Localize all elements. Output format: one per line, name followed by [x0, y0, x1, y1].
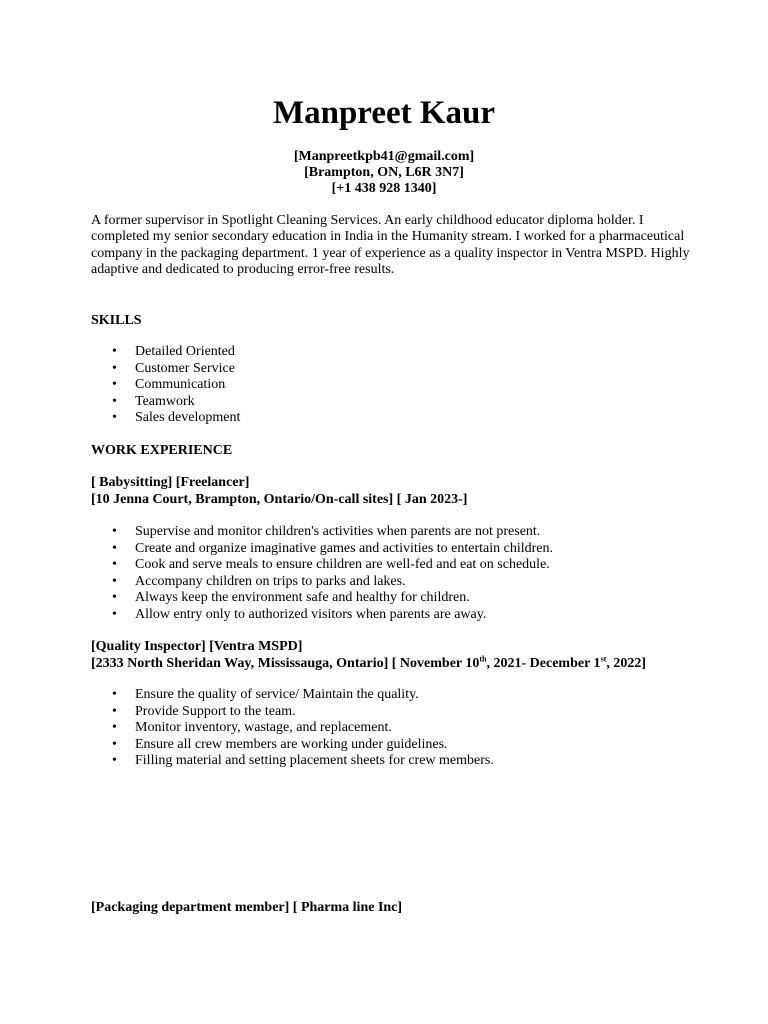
job-title: [Quality Inspector] [Ventra MSPD] [91, 639, 303, 654]
job-location: [2333 North Sheridan Way, Mississauga, Ontario] [ November 10th, 2021- December 1st, 2022] [91, 653, 647, 671]
resume-name: Manpreet Kaur [272, 95, 496, 131]
duty-item: • Ensure the quality of service/ Maintain the quality. [91, 687, 494, 704]
duty-item: • Accompany children on trips to parks and lakes. [91, 574, 553, 591]
job-duties-list [91, 687, 494, 770]
duty-item: • Cook and serve meals to ensure children are well-fed and eat on schedule. [91, 557, 553, 574]
contact-address: [Brampton, ON, L6R 3N7] [304, 165, 464, 180]
summary-paragraph: A former supervisor in Spotlight Cleaning Services. An early childhood educator diploma holder. I completed my senior secondary education in India in the Humanity stream. I worked for a pharmaceutical company in the packaging department. 1 year of experience as a quality inspector in Ventra MSPD. Highly adaptive and dedicated to producing error-free results. [91, 213, 690, 277]
duty-item: • Filling material and setting placement sheets for crew members. [91, 753, 494, 770]
duty-item: • Always keep the environment safe and healthy for children. [91, 590, 553, 607]
contact-phone: [+1 438 928 1340] [331, 181, 437, 196]
job-duties-list [91, 524, 553, 623]
duty-item: • Ensure all crew members are working under guidelines. [91, 737, 494, 754]
skill-item: • Customer Service [91, 361, 240, 378]
job-header [91, 475, 731, 508]
duty-item: • Supervise and monitor children's activities when parents are not present. [91, 524, 553, 541]
skill-item: • Communication [91, 377, 240, 394]
skills-heading: SKILLS [91, 313, 142, 328]
job-location: [10 Jenna Court, Brampton, Ontario/On-call sites] [ Jan 2023-] [91, 491, 468, 507]
duty-item: • Monitor inventory, wastage, and replacement. [91, 720, 494, 737]
skills-list [91, 344, 240, 427]
job-header [91, 639, 731, 672]
skill-item: • Sales development [91, 410, 240, 427]
skill-item: • Teamwork [91, 394, 240, 411]
job-title: [Packaging department member] [ Pharma line Inc] [91, 900, 403, 915]
contact-email: [Manpreetkpb41@gmail.com] [293, 149, 475, 164]
job-header [91, 900, 731, 917]
duty-item: • Allow entry only to authorized visitors when parents are away. [91, 607, 553, 624]
skill-item: • Detailed Oriented [91, 344, 240, 361]
duty-item: • Create and organize imaginative games and activities to entertain children. [91, 541, 553, 558]
job-title: [ Babysitting] [Freelancer] [91, 475, 250, 490]
work-experience-heading: WORK EXPERIENCE [91, 443, 233, 458]
duty-item: • Provide Support to the team. [91, 704, 494, 721]
